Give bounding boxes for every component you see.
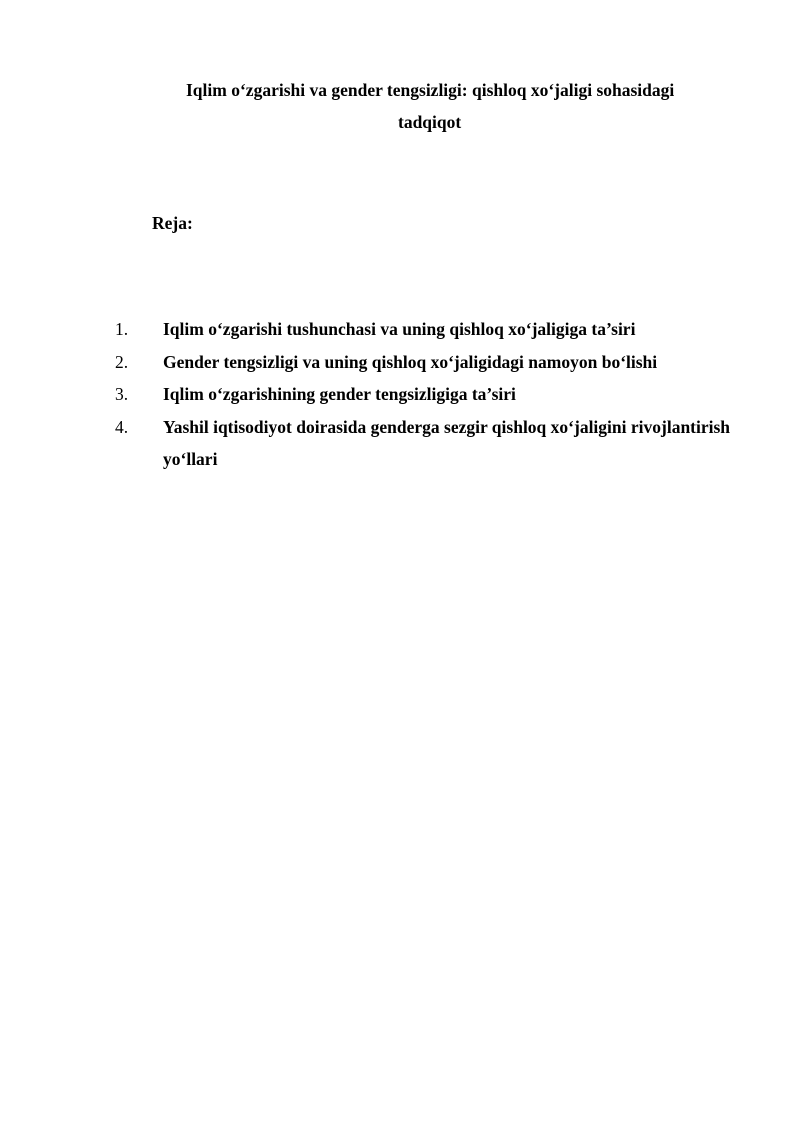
list-item-text: Iqlim o‘zgarishi tushunchasi va uning qishloq xo‘jaligiga ta’siri xyxy=(163,319,636,339)
plan-heading: Reja: xyxy=(152,213,193,233)
document-title xyxy=(186,74,726,138)
list-item xyxy=(115,411,735,476)
list-item-number: 2. xyxy=(115,351,129,372)
list-item xyxy=(115,346,735,379)
list-item xyxy=(115,378,735,411)
list-item-number: 3. xyxy=(115,384,129,404)
title-line-1: Iqlim o‘zgarishi va gender tengsizligi: qishloq xo‘jaligi sohasidagi xyxy=(186,80,675,100)
list-item-text: Gender tengsizligi va uning qishloq xo‘jaligidagi namoyon bo‘lishi xyxy=(163,351,658,372)
list-item-text: Iqlim o‘zgarishining gender tengsizligiga ta’siri xyxy=(163,384,516,404)
list-item xyxy=(115,313,735,346)
list-item-text: Yashil iqtisodiyot doirasida genderga sezgir qishloq xo‘jaligini rivojlantirish yo‘llari xyxy=(163,416,731,469)
title-line-2: tadqiqot xyxy=(398,112,462,132)
plan-list xyxy=(115,313,735,476)
list-item-number: 1. xyxy=(115,319,129,339)
list-item-number: 4. xyxy=(115,416,129,437)
